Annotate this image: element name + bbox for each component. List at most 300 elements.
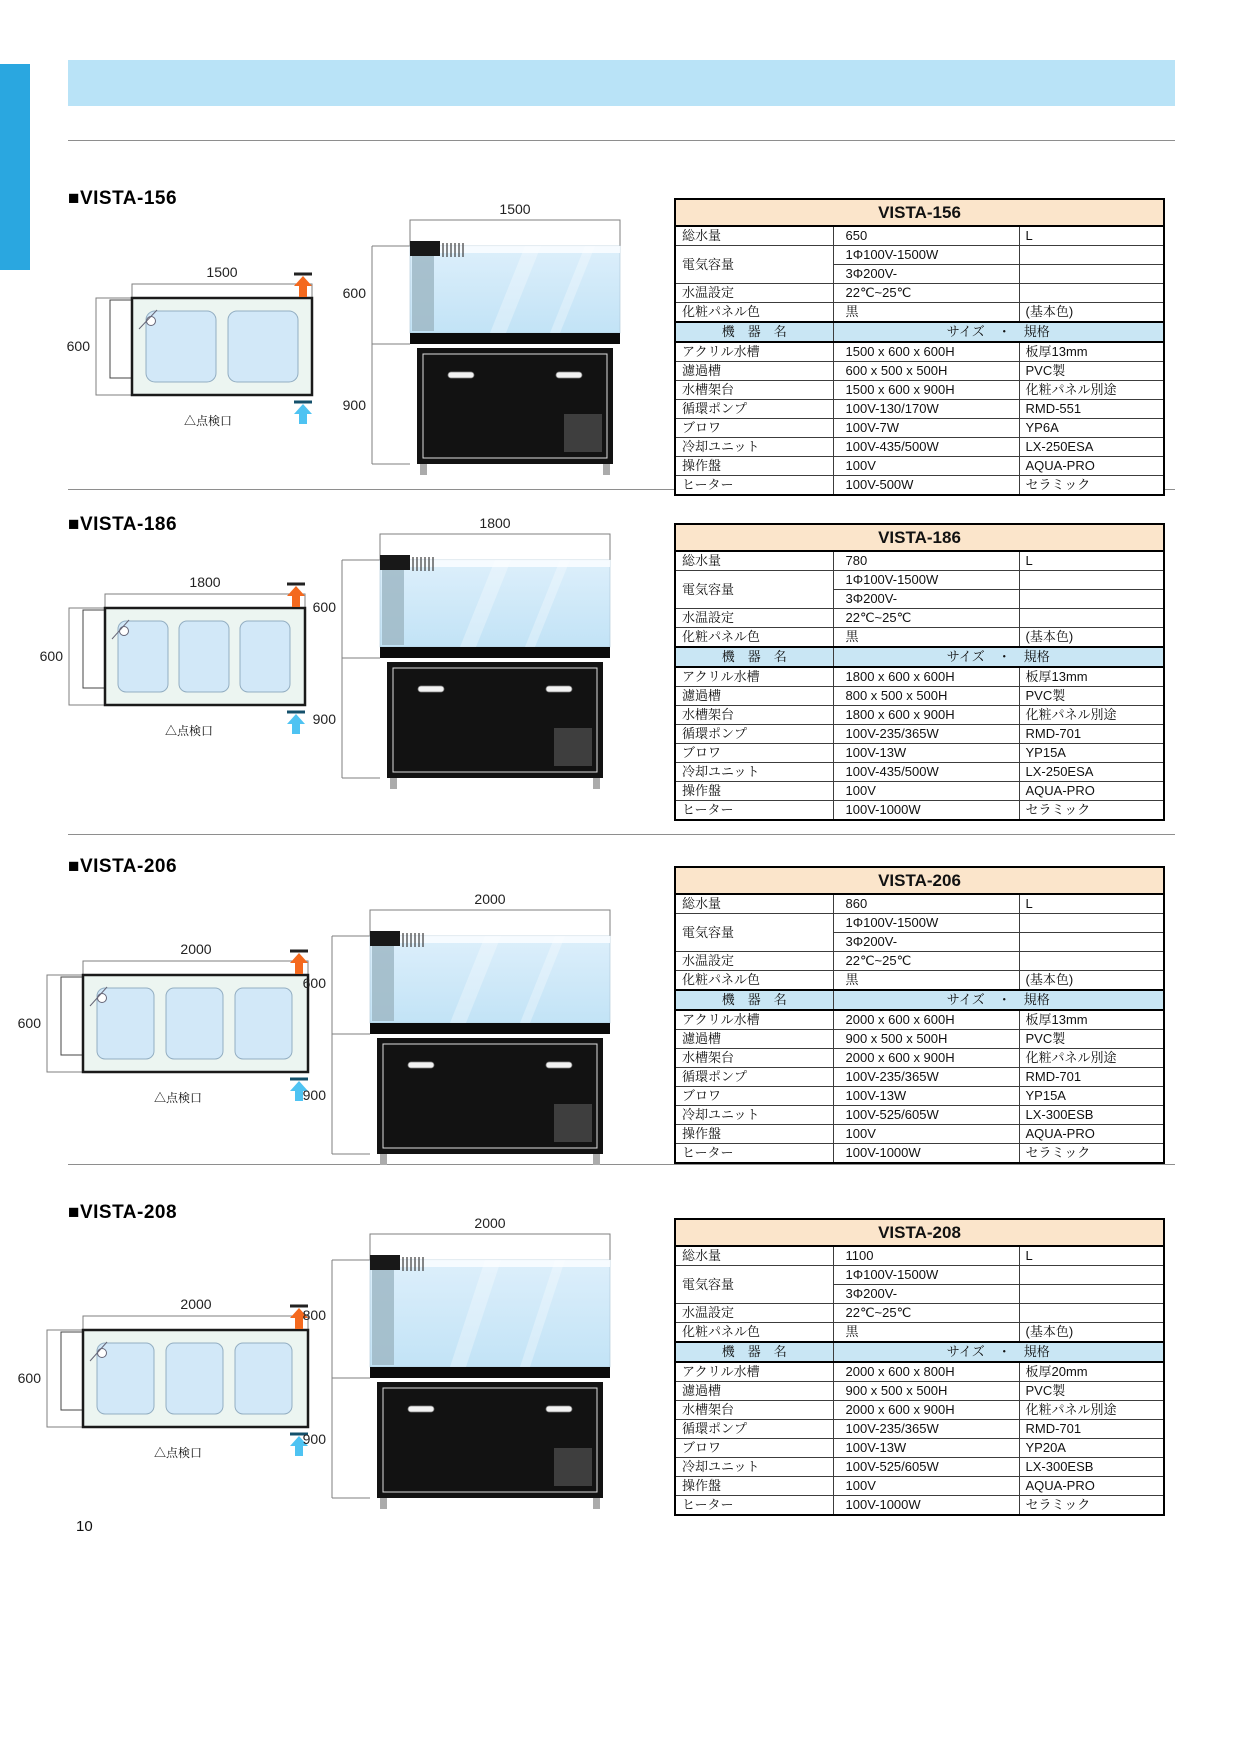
table-title: VISTA-208	[675, 1219, 1164, 1246]
front-view-diagram	[300, 1212, 630, 1522]
table-cell: YP6A	[1019, 419, 1164, 438]
top-view-diagram	[10, 935, 340, 1120]
table-cell: 黒	[833, 303, 1019, 323]
table-row	[675, 322, 1164, 342]
table-cell: 化粧パネル別途	[1019, 1401, 1164, 1420]
top-view-diagram	[20, 568, 350, 753]
overflow-box	[370, 1255, 400, 1270]
spec-table-container	[674, 523, 1165, 821]
spec-table	[674, 866, 1165, 1164]
overflow-pipe	[98, 994, 107, 1003]
table-cell: 100V-1000W	[833, 801, 1019, 821]
tank-compartment	[166, 1343, 223, 1414]
cabinet-handle	[556, 372, 582, 378]
overflow-column	[412, 250, 434, 331]
table-cell: 総水量	[675, 894, 833, 914]
dimension-label: 1500	[206, 264, 238, 280]
table-cell: 冷却ユニット	[675, 763, 833, 782]
overflow-box	[410, 241, 440, 256]
table-cell: 化粧パネル色	[675, 628, 833, 648]
table-cell: 22℃~25℃	[833, 284, 1019, 303]
table-cell: 化粧パネル別途	[1019, 381, 1164, 400]
table-row	[675, 1439, 1164, 1458]
table-cell: PVC製	[1019, 687, 1164, 706]
table-cell: YP15A	[1019, 744, 1164, 763]
tank-compartment	[235, 988, 292, 1059]
table-cell	[1019, 246, 1164, 265]
section-heading: ■VISTA-186	[68, 514, 178, 535]
table-cell	[1019, 609, 1164, 628]
table-title: VISTA-156	[675, 199, 1164, 226]
table-cell: 操作盤	[675, 782, 833, 801]
table-row	[675, 226, 1164, 246]
table-cell: 100V-435/500W	[833, 763, 1019, 782]
table-cell: セラミック	[1019, 476, 1164, 496]
table-cell: 900 x 500 x 500H	[833, 1030, 1019, 1049]
table-cell: 水槽架台	[675, 1401, 833, 1420]
dimension-label: 900	[302, 1087, 326, 1103]
spec-table	[674, 1218, 1165, 1516]
table-cell: 3Φ200V-	[833, 265, 1019, 284]
table-row	[675, 476, 1164, 496]
table-cell: YP20A	[1019, 1439, 1164, 1458]
table-cell: 100V-1000W	[833, 1144, 1019, 1164]
section-divider	[68, 140, 1175, 141]
table-cell: 3Φ200V-	[833, 1285, 1019, 1304]
dimension-label: 900	[312, 711, 336, 727]
dimension-label: 600	[342, 285, 366, 301]
table-cell: 濾過槽	[675, 1382, 833, 1401]
table-row	[675, 952, 1164, 971]
table-cell: 1800 x 600 x 900H	[833, 706, 1019, 725]
table-cell: 電気容量	[675, 246, 833, 284]
table-cell	[1019, 1304, 1164, 1323]
table-cell: アクリル水槽	[675, 667, 833, 687]
table-cell	[1019, 952, 1164, 971]
table-cell: セラミック	[1019, 1496, 1164, 1516]
cabinet-vent	[564, 414, 602, 452]
table-row	[675, 284, 1164, 303]
table-cell: 2000 x 600 x 900H	[833, 1401, 1019, 1420]
table-cell: 100V-525/605W	[833, 1106, 1019, 1125]
table-cell: 1100	[833, 1246, 1019, 1266]
table-cell: 水温設定	[675, 609, 833, 628]
cabinet-handle	[448, 372, 474, 378]
tank-compartment	[166, 988, 223, 1059]
table-cell: 100V-235/365W	[833, 1420, 1019, 1439]
table-row	[675, 571, 1164, 590]
table-cell: 操作盤	[675, 457, 833, 476]
table-cell: アクリル水槽	[675, 1362, 833, 1382]
spec-table	[674, 523, 1165, 821]
section-heading: ■VISTA-208	[68, 1202, 178, 1223]
table-row	[675, 1087, 1164, 1106]
table-cell: 3Φ200V-	[833, 933, 1019, 952]
table-row	[675, 971, 1164, 991]
table-cell: 電気容量	[675, 914, 833, 952]
table-cell: 循環ポンプ	[675, 1420, 833, 1439]
tank-compartment	[146, 311, 216, 382]
column-header: 機 器 名	[675, 322, 833, 342]
table-cell: 板厚20mm	[1019, 1362, 1164, 1382]
front-view-diagram	[340, 198, 650, 488]
table-cell: 化粧パネル別途	[1019, 1049, 1164, 1068]
table-cell: 100V	[833, 782, 1019, 801]
table-cell: LX-300ESB	[1019, 1106, 1164, 1125]
table-cell: 操作盤	[675, 1477, 833, 1496]
table-cell: AQUA-PRO	[1019, 1477, 1164, 1496]
overflow-pipe	[98, 1349, 107, 1358]
table-row	[675, 744, 1164, 763]
dimension-label: 900	[302, 1431, 326, 1447]
table-row	[675, 438, 1164, 457]
table-cell: AQUA-PRO	[1019, 1125, 1164, 1144]
inspection-port-label: △点検口	[153, 1091, 203, 1105]
table-cell: 冷却ユニット	[675, 438, 833, 457]
table-row	[675, 199, 1164, 226]
spec-table	[674, 198, 1165, 496]
table-cell: 電気容量	[675, 1266, 833, 1304]
dimension-label: 2000	[474, 891, 506, 907]
top-view-diagram	[10, 1290, 340, 1475]
table-cell: 冷却ユニット	[675, 1458, 833, 1477]
table-cell: 860	[833, 894, 1019, 914]
table-cell: ヒーター	[675, 476, 833, 496]
table-cell: 化粧パネル色	[675, 971, 833, 991]
table-cell: LX-250ESA	[1019, 763, 1164, 782]
table-row	[675, 342, 1164, 362]
table-cell: 1800 x 600 x 600H	[833, 667, 1019, 687]
table-cell: 黒	[833, 971, 1019, 991]
table-cell	[1019, 933, 1164, 952]
table-cell: 1Φ100V-1500W	[833, 246, 1019, 265]
overflow-column	[382, 564, 404, 645]
table-cell	[1019, 571, 1164, 590]
table-cell: 板厚13mm	[1019, 342, 1164, 362]
overflow-box	[380, 555, 410, 570]
table-row	[675, 1477, 1164, 1496]
tank-compartment	[179, 621, 229, 692]
table-row	[675, 894, 1164, 914]
table-cell: 800 x 500 x 500H	[833, 687, 1019, 706]
table-row	[675, 457, 1164, 476]
table-cell: YP15A	[1019, 1087, 1164, 1106]
dimension-label: 2000	[180, 941, 212, 957]
section-divider	[68, 834, 1175, 835]
table-cell: AQUA-PRO	[1019, 457, 1164, 476]
table-row	[675, 782, 1164, 801]
table-row	[675, 1068, 1164, 1087]
table-row	[675, 1458, 1164, 1477]
dimension-label: 1800	[189, 574, 221, 590]
table-row	[675, 1010, 1164, 1030]
cabinet-handle	[546, 1406, 572, 1412]
table-row	[675, 801, 1164, 821]
table-row	[675, 1125, 1164, 1144]
table-cell: 化粧パネル色	[675, 303, 833, 323]
table-cell: 電気容量	[675, 571, 833, 609]
table-cell: 総水量	[675, 226, 833, 246]
table-cell: L	[1019, 1246, 1164, 1266]
table-cell: 濾過槽	[675, 687, 833, 706]
table-cell: ブロワ	[675, 1439, 833, 1458]
dimension-label: 1500	[499, 201, 531, 217]
table-title: VISTA-206	[675, 867, 1164, 894]
table-cell: PVC製	[1019, 1382, 1164, 1401]
table-cell: 780	[833, 551, 1019, 571]
table-cell: 100V-500W	[833, 476, 1019, 496]
dimension-label: 1800	[479, 515, 511, 531]
table-cell: 板厚13mm	[1019, 667, 1164, 687]
table-cell: (基本色)	[1019, 628, 1164, 648]
table-row	[675, 419, 1164, 438]
inspection-port-label: △点検口	[183, 414, 233, 428]
table-cell	[1019, 590, 1164, 609]
table-cell	[1019, 1266, 1164, 1285]
table-cell: 板厚13mm	[1019, 1010, 1164, 1030]
table-cell: 水槽架台	[675, 1049, 833, 1068]
inspection-port-label: △点検口	[153, 1446, 203, 1460]
table-cell: アクリル水槽	[675, 342, 833, 362]
cabinet-handle	[546, 1062, 572, 1068]
cabinet-handle	[408, 1062, 434, 1068]
table-cell: RMD-701	[1019, 1420, 1164, 1439]
table-row	[675, 400, 1164, 419]
table-cell: 黒	[833, 1323, 1019, 1343]
cabinet-handle	[546, 686, 572, 692]
section-heading: ■VISTA-206	[68, 856, 178, 877]
table-cell: 1Φ100V-1500W	[833, 571, 1019, 590]
tank-compartment	[240, 621, 290, 692]
dimension-label: 900	[342, 397, 366, 413]
side-tab	[0, 64, 30, 270]
table-row	[675, 763, 1164, 782]
table-row	[675, 609, 1164, 628]
table-cell	[1019, 1285, 1164, 1304]
table-cell: 水温設定	[675, 952, 833, 971]
table-row	[675, 1219, 1164, 1246]
table-cell: (基本色)	[1019, 971, 1164, 991]
table-row	[675, 381, 1164, 400]
table-cell: RMD-701	[1019, 725, 1164, 744]
table-cell: 2000 x 600 x 900H	[833, 1049, 1019, 1068]
table-cell: 100V	[833, 1125, 1019, 1144]
table-cell: 100V-7W	[833, 419, 1019, 438]
table-row	[675, 1049, 1164, 1068]
column-header: 機 器 名	[675, 990, 833, 1010]
cabinet-vent	[554, 1104, 592, 1142]
table-cell: 1Φ100V-1500W	[833, 1266, 1019, 1285]
table-cell: 22℃~25℃	[833, 952, 1019, 971]
table-cell: セラミック	[1019, 801, 1164, 821]
table-cell: RMD-701	[1019, 1068, 1164, 1087]
column-header: サイズ ・ 規格	[833, 1342, 1164, 1362]
table-row	[675, 524, 1164, 551]
table-cell: 100V-525/605W	[833, 1458, 1019, 1477]
page-number: 10	[76, 1518, 93, 1535]
table-cell: 総水量	[675, 1246, 833, 1266]
table-row	[675, 246, 1164, 265]
table-cell: LX-300ESB	[1019, 1458, 1164, 1477]
dimension-label: 800	[302, 1307, 326, 1323]
table-cell: 1500 x 600 x 900H	[833, 381, 1019, 400]
table-cell: L	[1019, 551, 1164, 571]
spec-table-container	[674, 866, 1165, 1164]
dimension-label: 600	[17, 1370, 41, 1386]
table-row	[675, 667, 1164, 687]
cold-water-arrow-icon	[294, 402, 312, 424]
table-row	[675, 1144, 1164, 1164]
overflow-pipe	[120, 627, 129, 636]
table-cell: 600 x 500 x 500H	[833, 362, 1019, 381]
table-cell: 22℃~25℃	[833, 1304, 1019, 1323]
table-cell: 循環ポンプ	[675, 725, 833, 744]
table-row	[675, 1106, 1164, 1125]
table-cell: AQUA-PRO	[1019, 782, 1164, 801]
table-cell: 操作盤	[675, 1125, 833, 1144]
table-cell: LX-250ESA	[1019, 438, 1164, 457]
table-cell: (基本色)	[1019, 1323, 1164, 1343]
table-row	[675, 990, 1164, 1010]
table-cell: ヒーター	[675, 1496, 833, 1516]
table-cell: 100V-435/500W	[833, 438, 1019, 457]
dimension-label: 600	[302, 975, 326, 991]
cold-water-arrow-icon	[287, 712, 305, 734]
dimension-label: 600	[66, 338, 90, 354]
table-cell: 2000 x 600 x 600H	[833, 1010, 1019, 1030]
table-cell: セラミック	[1019, 1144, 1164, 1164]
table-cell: RMD-551	[1019, 400, 1164, 419]
table-cell: 水槽架台	[675, 706, 833, 725]
table-cell: 22℃~25℃	[833, 609, 1019, 628]
table-row	[675, 1342, 1164, 1362]
column-header: サイズ ・ 規格	[833, 647, 1164, 667]
table-cell: 100V-13W	[833, 1087, 1019, 1106]
table-cell: 1500 x 600 x 600H	[833, 342, 1019, 362]
table-cell: (基本色)	[1019, 303, 1164, 323]
spec-table-container	[674, 198, 1165, 496]
table-cell: ブロワ	[675, 419, 833, 438]
dimension-label: 600	[39, 648, 63, 664]
hot-water-arrow-icon	[287, 584, 305, 607]
front-view-diagram	[310, 512, 630, 802]
table-row	[675, 628, 1164, 648]
table-cell: 水温設定	[675, 284, 833, 303]
cabinet-handle	[418, 686, 444, 692]
table-cell	[1019, 284, 1164, 303]
top-view-diagram	[40, 258, 370, 443]
table-cell: 黒	[833, 628, 1019, 648]
table-cell: ブロワ	[675, 744, 833, 763]
table-row	[675, 1496, 1164, 1516]
cabinet-vent	[554, 728, 592, 766]
table-row	[675, 1304, 1164, 1323]
table-cell: 化粧パネル別途	[1019, 706, 1164, 725]
cabinet-vent	[554, 1448, 592, 1486]
table-row	[675, 1401, 1164, 1420]
table-cell: 3Φ200V-	[833, 590, 1019, 609]
table-cell: PVC製	[1019, 1030, 1164, 1049]
overflow-pipe	[147, 317, 156, 326]
column-header: 機 器 名	[675, 647, 833, 667]
table-cell: 100V	[833, 457, 1019, 476]
section-heading: ■VISTA-156	[68, 188, 178, 209]
table-cell	[1019, 914, 1164, 933]
table-cell: 冷却ユニット	[675, 1106, 833, 1125]
table-cell: ヒーター	[675, 801, 833, 821]
table-cell: 100V-1000W	[833, 1496, 1019, 1516]
table-row	[675, 1323, 1164, 1343]
table-row	[675, 1362, 1164, 1382]
column-header: 機 器 名	[675, 1342, 833, 1362]
table-cell: アクリル水槽	[675, 1010, 833, 1030]
table-cell: 水槽架台	[675, 381, 833, 400]
table-cell: 2000 x 600 x 800H	[833, 1362, 1019, 1382]
table-cell: L	[1019, 226, 1164, 246]
table-cell	[1019, 265, 1164, 284]
table-cell: 100V-13W	[833, 744, 1019, 763]
table-title: VISTA-186	[675, 524, 1164, 551]
table-cell: L	[1019, 894, 1164, 914]
overflow-column	[372, 940, 394, 1021]
table-cell: 650	[833, 226, 1019, 246]
table-cell: 100V-235/365W	[833, 725, 1019, 744]
dimension-label: 2000	[474, 1215, 506, 1231]
table-row	[675, 1030, 1164, 1049]
header-bar	[68, 60, 1175, 106]
overflow-column	[372, 1264, 394, 1365]
inspection-port-label: △点検口	[164, 724, 214, 738]
table-cell: 900 x 500 x 500H	[833, 1382, 1019, 1401]
table-cell: 1Φ100V-1500W	[833, 914, 1019, 933]
column-header: サイズ ・ 規格	[833, 322, 1164, 342]
table-cell: 100V-130/170W	[833, 400, 1019, 419]
overflow-box	[370, 931, 400, 946]
table-cell: 100V-235/365W	[833, 1068, 1019, 1087]
table-row	[675, 551, 1164, 571]
table-cell: 化粧パネル色	[675, 1323, 833, 1343]
table-cell: 100V-13W	[833, 1439, 1019, 1458]
table-cell: 濾過槽	[675, 1030, 833, 1049]
table-row	[675, 1266, 1164, 1285]
table-row	[675, 725, 1164, 744]
dimension-label: 2000	[180, 1296, 212, 1312]
table-cell: ヒーター	[675, 1144, 833, 1164]
table-cell: 濾過槽	[675, 362, 833, 381]
table-cell: PVC製	[1019, 362, 1164, 381]
table-row	[675, 914, 1164, 933]
front-view-diagram	[300, 888, 630, 1178]
column-header: サイズ ・ 規格	[833, 990, 1164, 1010]
table-row	[675, 867, 1164, 894]
table-cell: 100V	[833, 1477, 1019, 1496]
table-row	[675, 1420, 1164, 1439]
dimension-label: 600	[17, 1015, 41, 1031]
cabinet-handle	[408, 1406, 434, 1412]
table-row	[675, 362, 1164, 381]
spec-table-container	[674, 1218, 1165, 1516]
table-cell: 総水量	[675, 551, 833, 571]
table-cell: 循環ポンプ	[675, 400, 833, 419]
table-row	[675, 1382, 1164, 1401]
table-row	[675, 706, 1164, 725]
table-row	[675, 687, 1164, 706]
tank-compartment	[228, 311, 298, 382]
dimension-label: 600	[312, 599, 336, 615]
table-row	[675, 303, 1164, 323]
hot-water-arrow-icon	[294, 274, 312, 297]
table-cell: ブロワ	[675, 1087, 833, 1106]
